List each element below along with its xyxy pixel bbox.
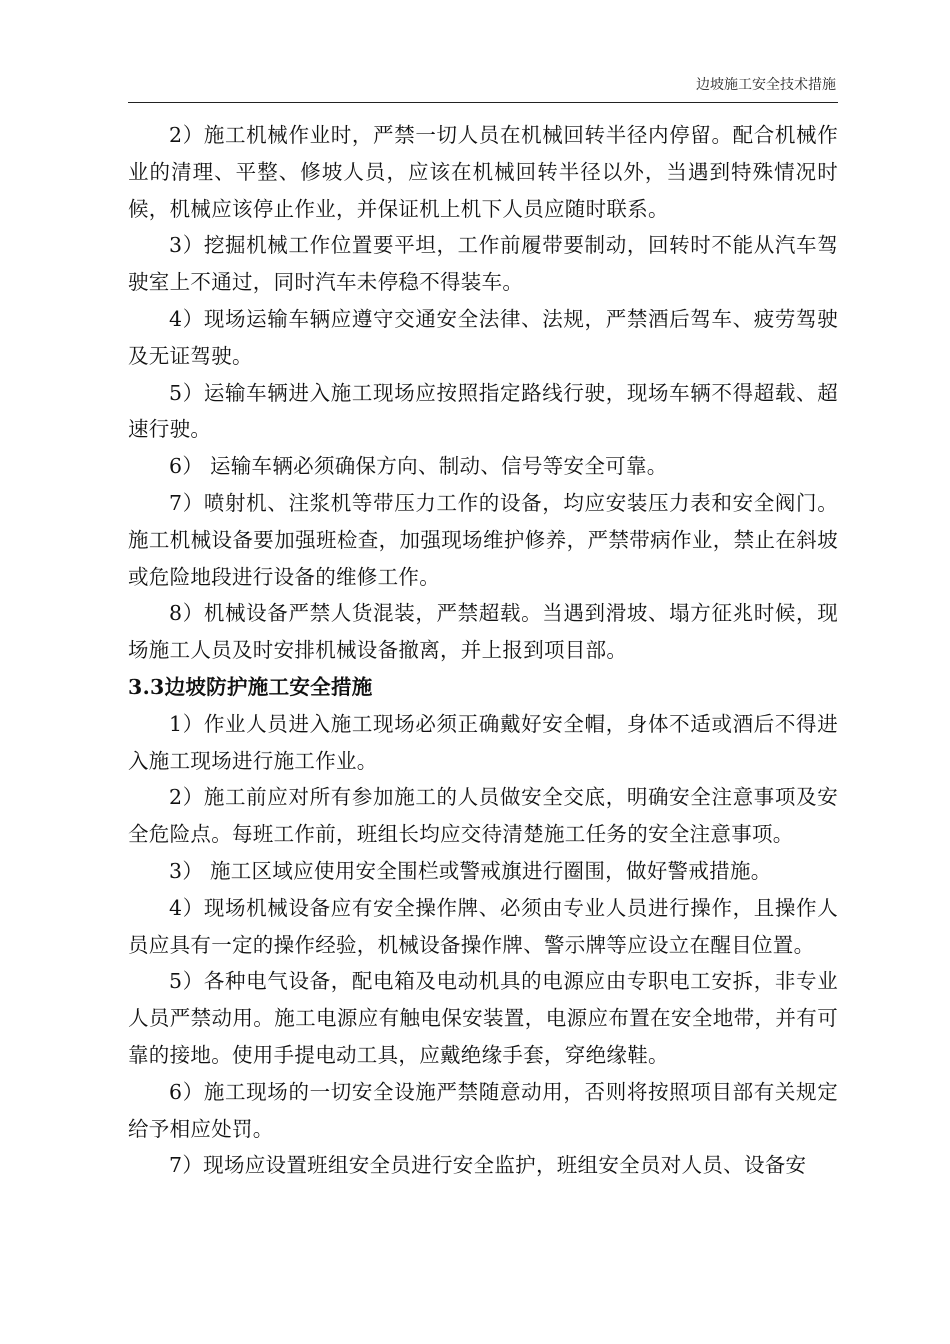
paragraph-item-6: 6） 运输车辆必须确保方向、制动、信号等安全可靠。 (169, 454, 668, 479)
section-paragraph-6: 6）施工现场的一切安全设施严禁随意动用，否则将按照项目部有关规定给予相应处罚。 (128, 1079, 838, 1141)
section-heading: 3.3边坡防护施工安全措施 (128, 674, 373, 699)
paragraph-item-8: 8）机械设备严禁人货混装，严禁超载。当遇到滑坡、塌方征兆时候，现场施工人员及时安排机械设备撤离，并上报到项目部。 (128, 601, 838, 663)
paragraph-item-4: 4）现场运输车辆应遵守交通安全法律、法规，严禁酒后驾车、疲劳驾驶及无证驾驶。 (128, 306, 838, 368)
section-paragraph-3: 3） 施工区域应使用安全围栏或警戒旗进行圈围，做好警戒措施。 (169, 858, 772, 883)
page-header (128, 72, 838, 103)
section-paragraph-1: 1）作业人员进入施工现场必须正确戴好安全帽，身体不适或酒后不得进入施工现场进行施工作业。 (128, 711, 838, 773)
paragraph-item-2: 2）施工机械作业时，严禁一切人员在机械回转半径内停留。配合机械作业的清理、平整、修坡人员，应该在机械回转半径以外，当遇到特殊情况时候，机械应该停止作业，并保证机上机下人员应随时联系。 (128, 123, 838, 221)
section-paragraph-4: 4）现场机械设备应有安全操作牌、必须由专业人员进行操作，且操作人员应具有一定的操作经验，机械设备操作牌、警示牌等应设立在醒目位置。 (128, 895, 838, 957)
section-paragraph-2: 2）施工前应对所有参加施工的人员做安全交底，明确安全注意事项及安全危险点。每班工作前，班组长均应交待清楚施工任务的安全注意事项。 (128, 785, 838, 847)
section-paragraph-5: 5）各种电气设备，配电箱及电动机具的电源应由专职电工安拆，非专业人员严禁动用。施工电源应有触电保安装置，电源应布置在安全地带，并有可靠的接地。使用手提电动工具，应戴绝缘手套，穿绝缘鞋。 (128, 969, 838, 1067)
document-body (128, 117, 838, 1184)
paragraph-item-7: 7）喷射机、注浆机等带压力工作的设备，均应安装压力表和安全阀门。施工机械设备要加强班检查，加强现场维护修养，严禁带病作业，禁止在斜坡或危险地段进行设备的维修工作。 (128, 490, 838, 589)
paragraph-item-3: 3）挖掘机械工作位置要平坦，工作前履带要制动，回转时不能从汽车驾驶室上不通过，同时汽车未停稳不得装车。 (128, 233, 838, 295)
paragraph-item-5: 5）运输车辆进入施工现场应按照指定路线行驶，现场车辆不得超载、超速行驶。 (128, 380, 838, 442)
header-title: 边坡施工安全技术措施 (696, 77, 836, 93)
section-paragraph-7: 7）现场应设置班组安全员进行安全监护，班组安全员对人员、设备安 (169, 1153, 807, 1178)
